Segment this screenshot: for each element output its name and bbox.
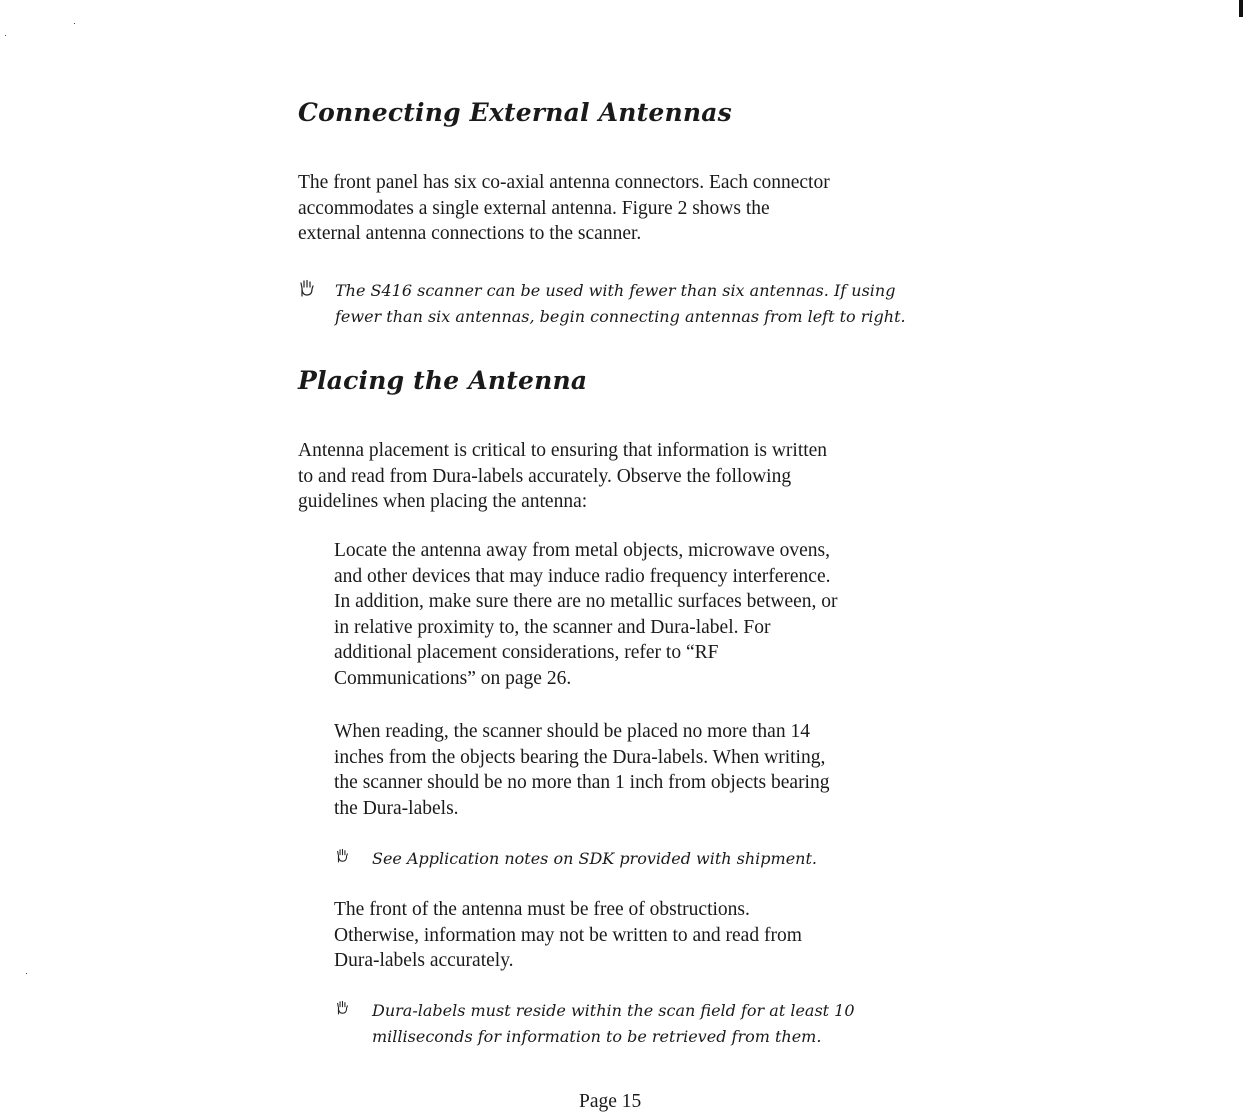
scan-speck [74, 23, 75, 24]
page-number: Page 15 [579, 1091, 642, 1112]
text-line: Dura-labels accurately. [334, 950, 514, 971]
guideline-metal-objects [334, 538, 838, 691]
text-line: Otherwise, information may not be written to and read from [334, 924, 802, 946]
note-line: The S416 scanner can be used with fewer than six antennas. If using [335, 281, 896, 300]
paragraph-antenna-placement-intro [298, 438, 827, 515]
hand-icon [336, 1000, 349, 1015]
text-line: the scanner should be no more than 1 inch from objects bearing [334, 772, 830, 793]
text-line: Antenna placement is critical to ensuring that information is written [298, 440, 828, 461]
text-line: When reading, the scanner should be placed no more than 14 [334, 721, 810, 742]
scan-speck [26, 973, 27, 974]
text-line: Communications” on page 26. [334, 667, 572, 689]
text-line: Locate the antenna away from metal objects, microwave ovens, [334, 540, 830, 561]
text-line: The front panel has six co-axial antenna connectors. Each connector [298, 172, 830, 193]
text-line: guidelines when placing the antenna: [298, 491, 588, 512]
scan-speck [5, 35, 6, 36]
text-line: The front of the antenna must be free of obstructions. [334, 899, 750, 920]
text-line: external antenna connections to the scanner. [298, 223, 642, 244]
hand-icon [299, 279, 315, 297]
paragraph-front-panel [298, 170, 830, 247]
text-line: in relative proximity to, the scanner and Dura-label. For [334, 616, 771, 638]
text-line: accommodates a single external antenna. Figure 2 shows the [298, 197, 770, 219]
note-line: milliseconds for information to be retrieved from them. [372, 1027, 822, 1046]
text-line: inches from the objects bearing the Dura-labels. When writing, [334, 746, 826, 768]
guideline-reading-distance [334, 719, 829, 821]
note-fewer-antennas [335, 278, 906, 330]
note-line: fewer than six antennas, begin connecting antennas from left to right. [335, 307, 906, 326]
section-heading-placing-the-antenna: Placing the Antenna [298, 366, 588, 395]
text-line: additional placement considerations, refer to “RF [334, 642, 719, 663]
text-line: In addition, make sure there are no metallic surfaces between, or [334, 591, 838, 612]
section-heading-connecting-external-antennas: Connecting External Antennas [298, 98, 732, 127]
text-line: to and read from Dura-labels accurately. Observe the following [298, 465, 792, 487]
note-line: Dura-labels must reside within the scan field for at least 10 [372, 1001, 855, 1020]
hand-icon [336, 848, 349, 863]
text-line: the Dura-labels. [334, 797, 459, 819]
note-application-notes: See Application notes on SDK provided with shipment. [372, 849, 817, 868]
note-scan-field-duration [372, 998, 855, 1050]
scan-mark [1239, 0, 1243, 17]
guideline-free-of-obstructions [334, 897, 802, 974]
text-line: and other devices that may induce radio frequency interference. [334, 565, 831, 587]
